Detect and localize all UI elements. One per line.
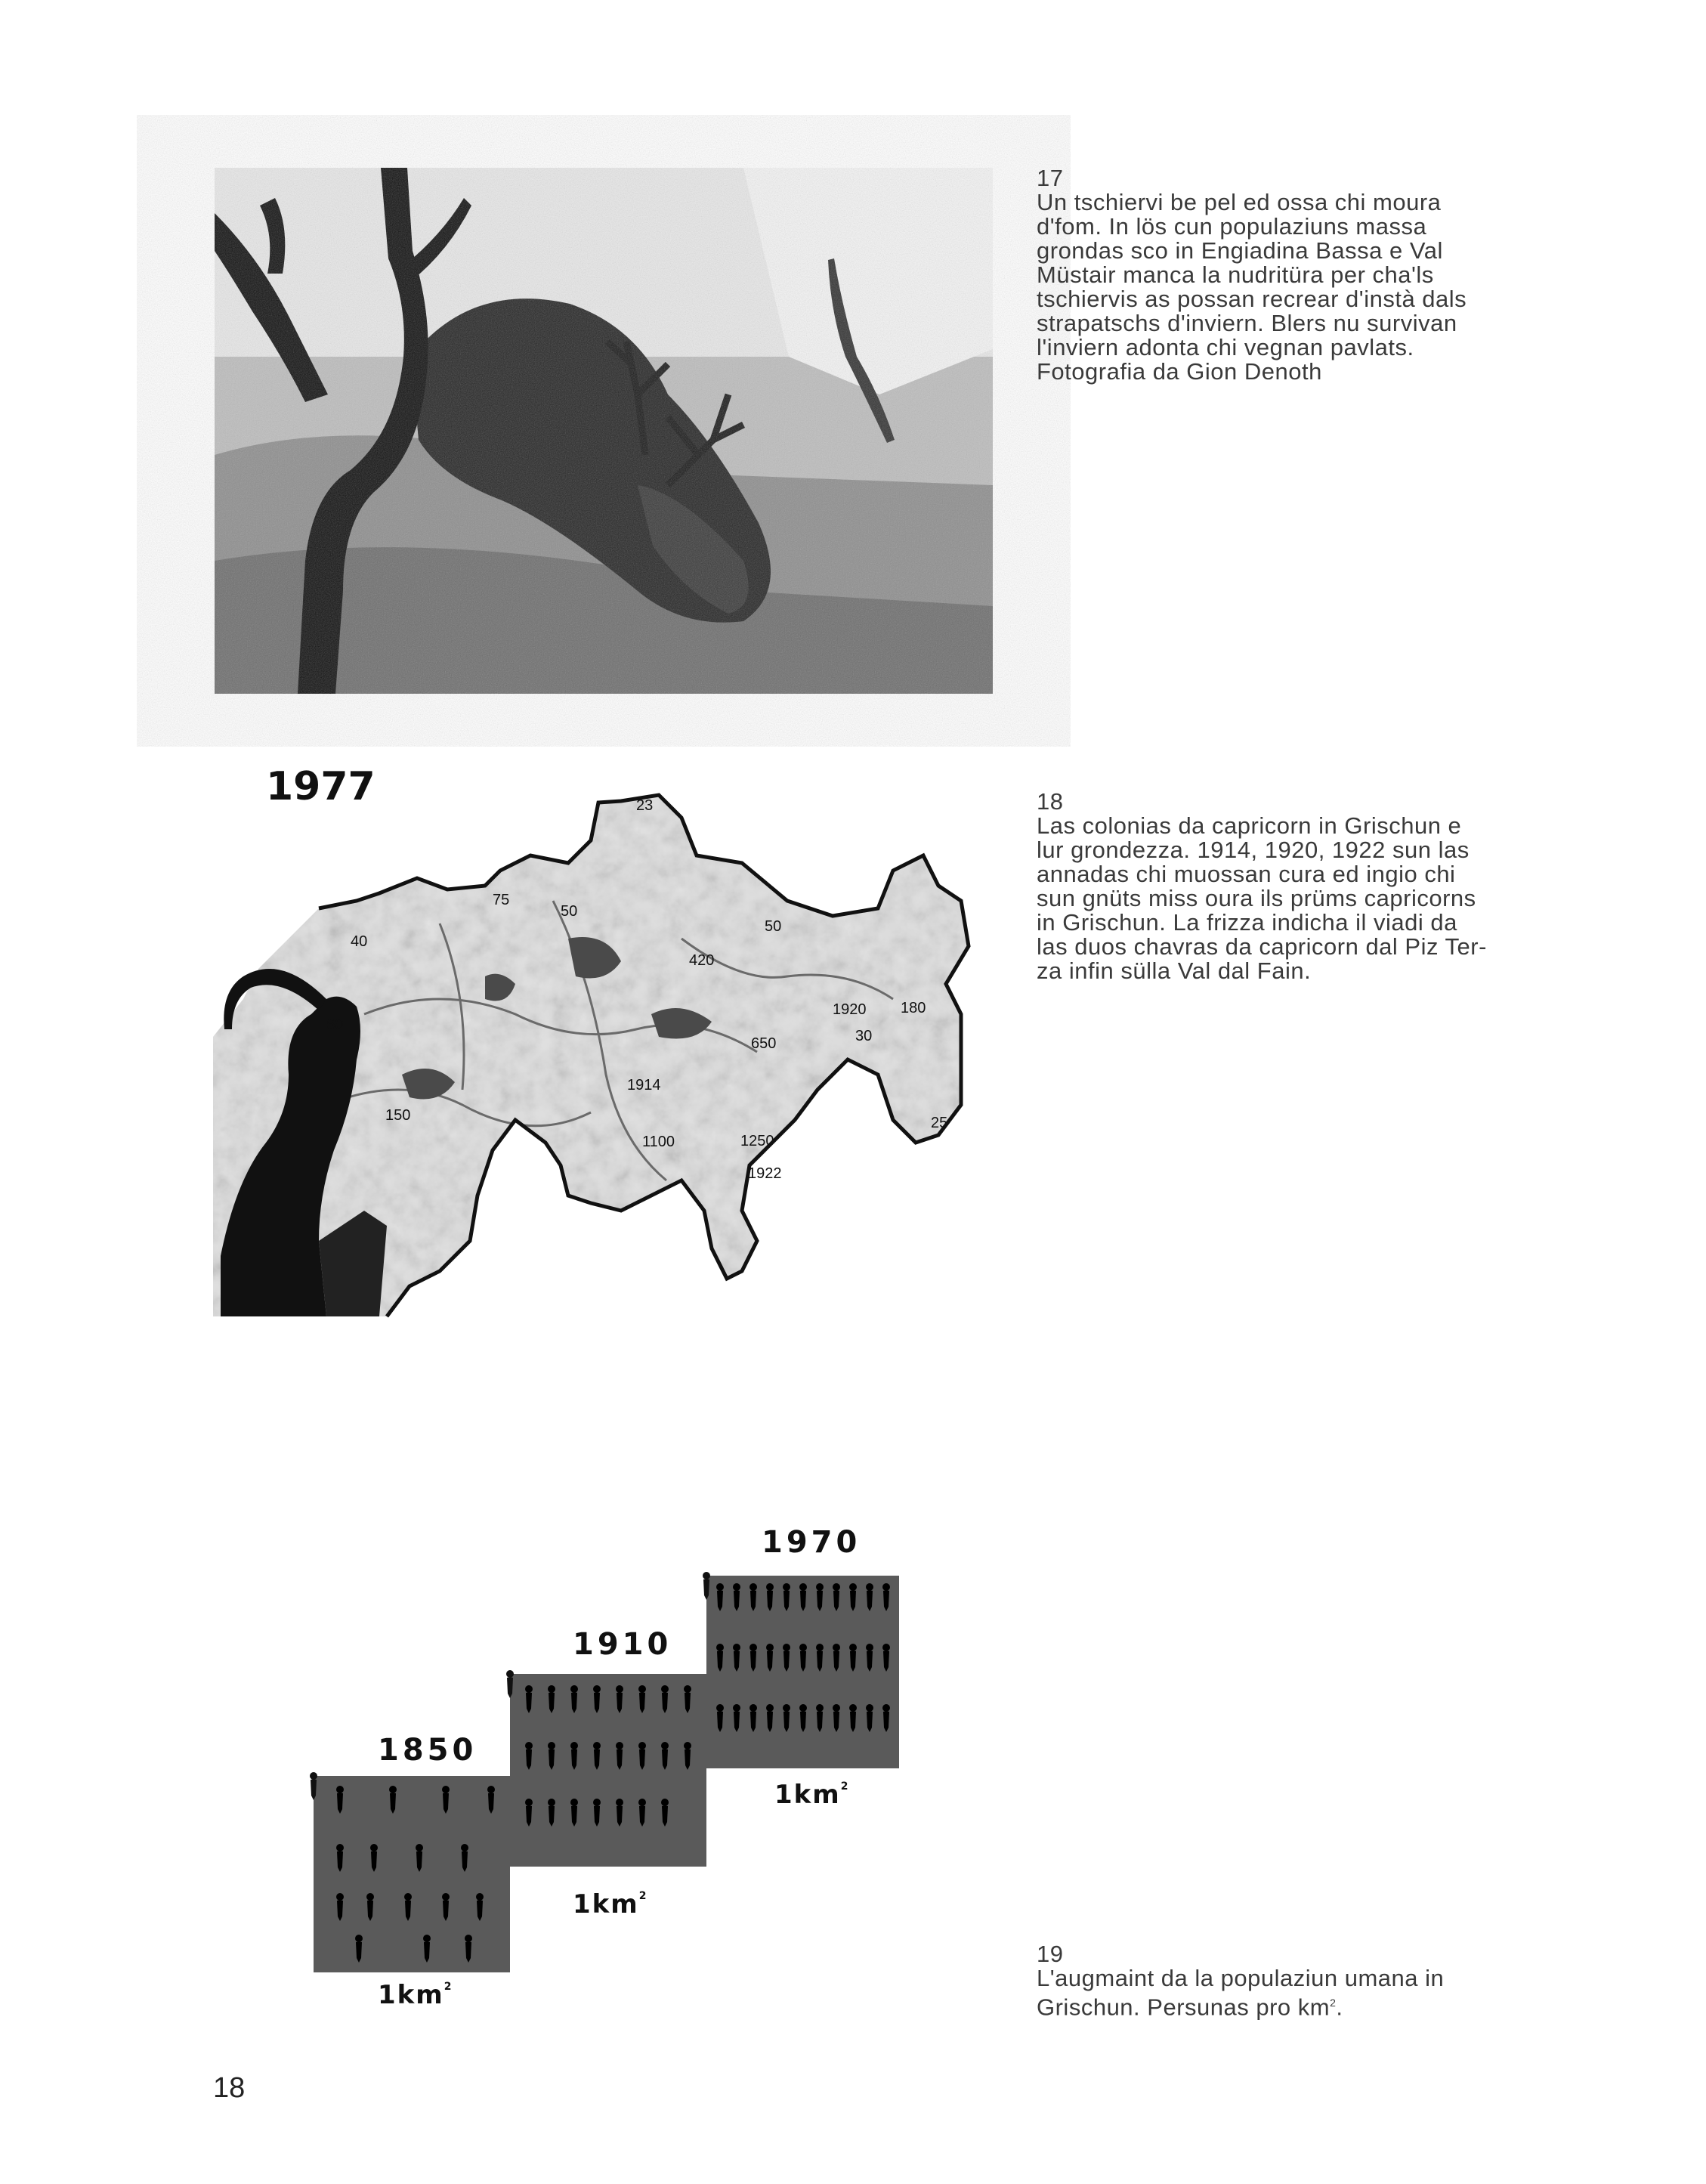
caption-line: d'fom. In lös cun populaziuns massa xyxy=(1037,213,1427,240)
caption-line: grondas sco in Engiadina Bassa e Val xyxy=(1037,237,1443,264)
colony-label: 50 xyxy=(765,918,782,935)
caption-line: Grischun. Persunas pro $km^2$. xyxy=(1037,1994,1343,2021)
colony-label: 650 xyxy=(751,1035,777,1052)
caption-line: L'augmaint da la populaziun umana in xyxy=(1037,1965,1445,1991)
colony-label: 1914 xyxy=(627,1077,661,1094)
caption-line: za infin sülla Val dal Fain. xyxy=(1037,957,1312,984)
panel-area-label: $1km^2$ xyxy=(378,1980,453,2010)
ibex-colony-map xyxy=(213,764,984,1316)
density-panel-1850 xyxy=(314,1776,510,1972)
panel-area-label: $1km^2$ xyxy=(774,1780,850,1810)
colony-label: 75 xyxy=(493,892,510,908)
figure-19-caption xyxy=(1037,1942,1535,2019)
colony-label: 150 xyxy=(385,1107,411,1124)
caption-line: Müstair manca la nudritüra per cha'ls xyxy=(1037,261,1434,288)
caption-line: tschiervis as possan recrear d'instà dals xyxy=(1037,286,1467,312)
colony-label: 25 xyxy=(931,1115,948,1131)
map-year: 1977 xyxy=(266,764,376,809)
caption-line: in Grischun. La frizza indicha il viadi da xyxy=(1037,909,1457,936)
caption-line: sun gnüts miss oura ils prüms capricorns xyxy=(1037,885,1476,911)
colony-label: 50 xyxy=(561,903,578,920)
density-panel-1910 xyxy=(510,1674,706,1867)
panel-area-label: $1km^2$ xyxy=(573,1889,648,1920)
population-density-figure xyxy=(302,1527,922,2025)
colony-label: 60 xyxy=(326,1016,344,1033)
figure-number: 18 xyxy=(1037,788,1064,815)
colony-label: 23 xyxy=(636,797,654,814)
caption-line: annadas chi muossan cura ed ingio chi xyxy=(1037,861,1456,887)
photo-credit: Fotografia da Gion Denoth xyxy=(1037,358,1322,385)
density-panel-1970 xyxy=(706,1576,899,1768)
caption-line: las duos chavras da capricorn dal Piz Ter- xyxy=(1037,933,1487,960)
colony-label: 420 xyxy=(689,952,715,969)
colony-label: 1100 xyxy=(642,1134,675,1150)
colony-label: 1920 xyxy=(833,1001,867,1018)
caption-line: Las colonias da capricorn in Grischun e xyxy=(1037,812,1462,839)
figure-18-caption xyxy=(1037,790,1535,983)
figure-number: 19 xyxy=(1037,1941,1064,1967)
caption-line: strapatschs d'inviern. Blers nu survivan xyxy=(1037,310,1457,336)
colony-label: 1922 xyxy=(748,1165,782,1182)
figure-number: 17 xyxy=(1037,165,1064,191)
colony-label: 30 xyxy=(855,1028,873,1044)
panel-year: 1850 xyxy=(378,1733,477,1768)
caption-line: lur grondezza. 1914, 1920, 1922 sun las xyxy=(1037,837,1470,863)
colony-label: 180 xyxy=(901,1000,926,1016)
panel-year: 1970 xyxy=(762,1525,861,1560)
colony-label: 1250 xyxy=(740,1133,774,1149)
caption-line: l'inviern adonta chi vegnan pavlats. xyxy=(1037,334,1414,360)
figure-17-caption xyxy=(1037,166,1535,384)
page-number: 18 xyxy=(213,2072,246,2104)
panel-year: 1910 xyxy=(573,1627,672,1662)
colony-label: 40 xyxy=(351,933,368,950)
deer-photo xyxy=(215,168,993,694)
caption-line: Un tschiervi be pel ed ossa chi moura xyxy=(1037,189,1442,215)
